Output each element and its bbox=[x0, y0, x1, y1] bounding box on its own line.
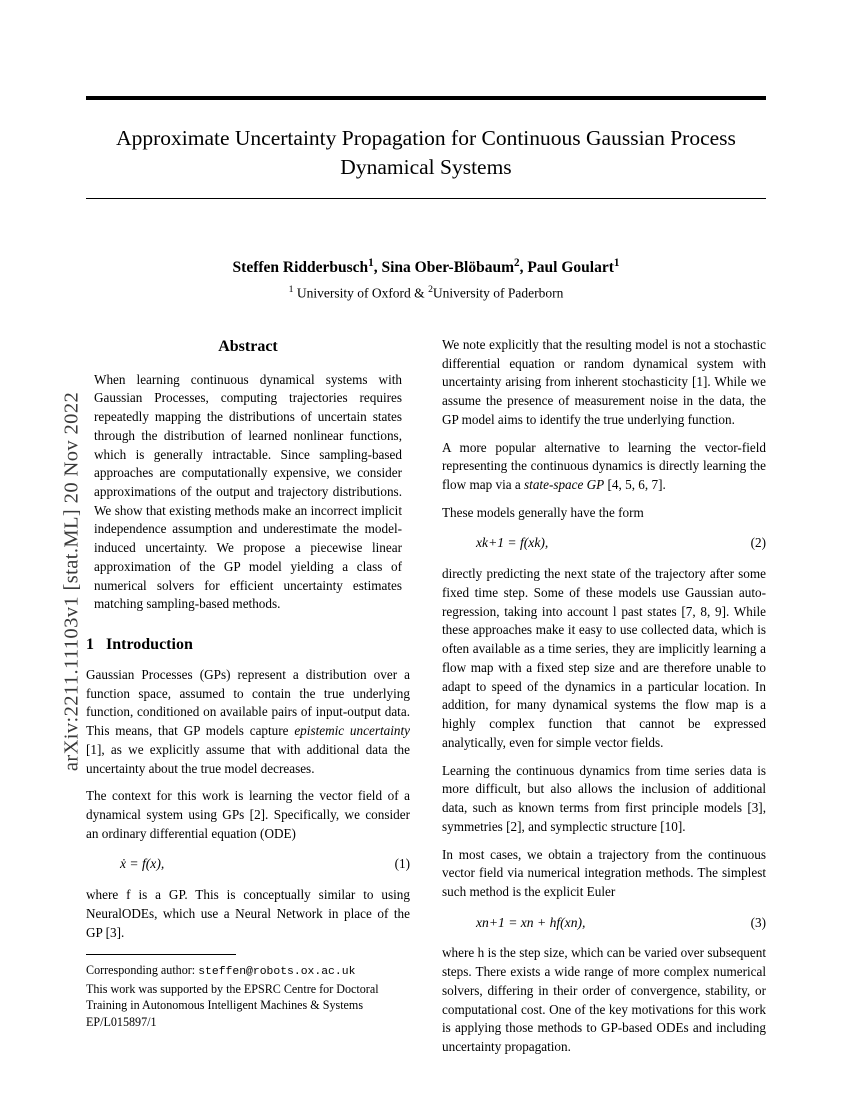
author-separator-2: , bbox=[519, 259, 528, 277]
arxiv-stamp: arXiv:2211.11103v1 [stat.ML] 20 Nov 2022 bbox=[60, 391, 83, 772]
author-2-name: Sina Ober-Blöbaum bbox=[381, 259, 514, 277]
affiliations bbox=[86, 284, 766, 302]
right-paragraph-5: Learning the continuous dynamics from time series data is more difficult, but also allows the inclusion of additional data, such as known terms from first principle models [3], symmetries [2], and symplectic structure [10]. bbox=[442, 762, 766, 834]
right-paragraph-1: We note explicitly that the resulting model is not a stochastic differential equation or random dynamical system with uncertainty arising from inherent stochasticity [1]. While we assume the presence of measurement noise in the data, the GP model aims to identify the true underlying function. bbox=[442, 336, 766, 427]
affiliation-1-marker: 1 bbox=[288, 284, 294, 296]
footnote-email[interactable]: steffen@robots.ox.ac.uk bbox=[198, 966, 356, 979]
equation-3 bbox=[442, 913, 766, 933]
affiliation-2-text: University of Paderborn bbox=[432, 285, 564, 301]
equation-1-number: (1) bbox=[394, 856, 410, 872]
author-3-affil-marker: 1 bbox=[613, 257, 620, 270]
intro-paragraph-2: The context for this work is learning the vector field of a dynamical system using GPs [2]. Specifically, we consider an ordinary differential equation (ODE) bbox=[86, 788, 410, 841]
section-heading-introduction bbox=[86, 634, 410, 657]
equation-2 bbox=[442, 533, 766, 553]
title-rule-top bbox=[86, 96, 766, 100]
author-1-affil-marker: 1 bbox=[368, 257, 374, 270]
right-column bbox=[442, 336, 766, 1066]
intro-p1-part-a: Gaussian Processes (GPs) represent a distribution over a function space, assumed to contain the true underlying function, conditioned on available pairs of input-output data. This means, that GP models capture bbox=[86, 666, 410, 739]
affiliation-1-text: University of Oxford & bbox=[293, 285, 429, 301]
author-list bbox=[86, 257, 766, 277]
right-p2-emphasis: state-space GP bbox=[524, 477, 605, 493]
title-rule-bottom bbox=[86, 198, 766, 199]
equation-2-body: xk+1 = f(xk), bbox=[476, 535, 549, 551]
footnote-corresponding-label: Corresponding author: bbox=[86, 963, 199, 978]
author-2-affil-marker: 2 bbox=[514, 257, 520, 270]
paper-content bbox=[86, 96, 766, 1066]
intro-p1-part-b: [1], as we explicitly assume that with additional data the uncertainty about the true model decreases. bbox=[86, 741, 410, 776]
author-1-name: Steffen Ridderbusch bbox=[232, 259, 369, 277]
intro-paragraph-3: where f is a GP. This is conceptually similar to using NeuralODEs, which use a Neural Network in place of the GP [3]. bbox=[86, 887, 410, 940]
equation-3-body: xn+1 = xn + hf(xn), bbox=[476, 914, 586, 930]
abstract-text: When learning continuous dynamical systems with Gaussian Processes, computing trajectories requires repeatedly mapping the distributions of uncertain states through the distribution of learned nonlinear functions, which is generally intractable. Since sampling-based approaches are computationally expensive, we consider approximations of the output and trajectory distributions. We show that existing methods make an incorrect implicit independence assumption and underestimate the model-induced uncertainty. We propose a piecewise linear approximation of the GP model yielding a class of numerical solvers for efficient uncertainty estimates matching sampling-based methods. bbox=[94, 371, 402, 612]
right-paragraph-7: where h is the step size, which can be varied over subsequent steps. There exists a wide range of more complex numerical solvers, differing in their order of convergence, stability, or computational cost. One of the key motivations for this work is applying those methods to GP-based ODEs and including uncertainty propagation. bbox=[442, 945, 766, 1055]
author-separator-1: , bbox=[373, 259, 382, 277]
footnote-funding-text: This work was supported by the EPSRC Centre for Doctoral Training in Autonomous Intelligent Machines & Systems EP/L015897/1 bbox=[86, 981, 379, 1029]
right-p2-part-b: [4, 5, 6, 7]. bbox=[604, 477, 666, 493]
equation-2-number: (2) bbox=[750, 535, 766, 551]
page-title: Approximate Uncertainty Propagation for Continuous Gaussian Process Dynamical Systems bbox=[116, 126, 736, 180]
equation-1-body: ẋ = f(x), bbox=[120, 856, 165, 872]
intro-paragraph-1 bbox=[86, 666, 410, 778]
right-paragraph-2 bbox=[442, 439, 766, 495]
intro-p1-emphasis: epistemic uncertainty bbox=[294, 723, 410, 739]
equation-1 bbox=[86, 854, 410, 874]
left-column bbox=[86, 336, 410, 1066]
right-paragraph-3: These models generally have the form bbox=[442, 504, 644, 520]
equation-3-number: (3) bbox=[750, 914, 766, 930]
section-title: Introduction bbox=[106, 636, 193, 654]
right-p2-part-a: A more popular alternative to learning the vector-field representing the continuous dynamics is directly learning the flow map via a bbox=[442, 439, 766, 493]
right-paragraph-6: In most cases, we obtain a trajectory from the continuous vector field via numerical integration methods. The simplest such method is the explicit Euler bbox=[442, 846, 766, 899]
right-paragraph-4: directly predicting the next state of the trajectory after some fixed time step. Some of these models use Gaussian auto-regression, taking into account l past states [7, 8, 9]. While these approaches make it easy to use collected data, which is often available as a time series, they are implicitly learning a flow map with a fixed step size and are therefore unable to adapt to speed of the dynamics in a particular location. In addition, for many dynamical systems the flow map is a highly complex function that cannot be expressed analytically, even for simple vector fields. bbox=[442, 566, 766, 750]
two-column-body bbox=[86, 336, 766, 1066]
abstract-heading: Abstract bbox=[218, 337, 278, 355]
footnote-rule bbox=[86, 954, 236, 955]
affiliation-2-marker: 2 bbox=[428, 284, 433, 296]
author-3-name: Paul Goulart bbox=[527, 259, 614, 277]
section-number: 1 bbox=[86, 636, 94, 654]
footnote-block bbox=[86, 962, 410, 1030]
